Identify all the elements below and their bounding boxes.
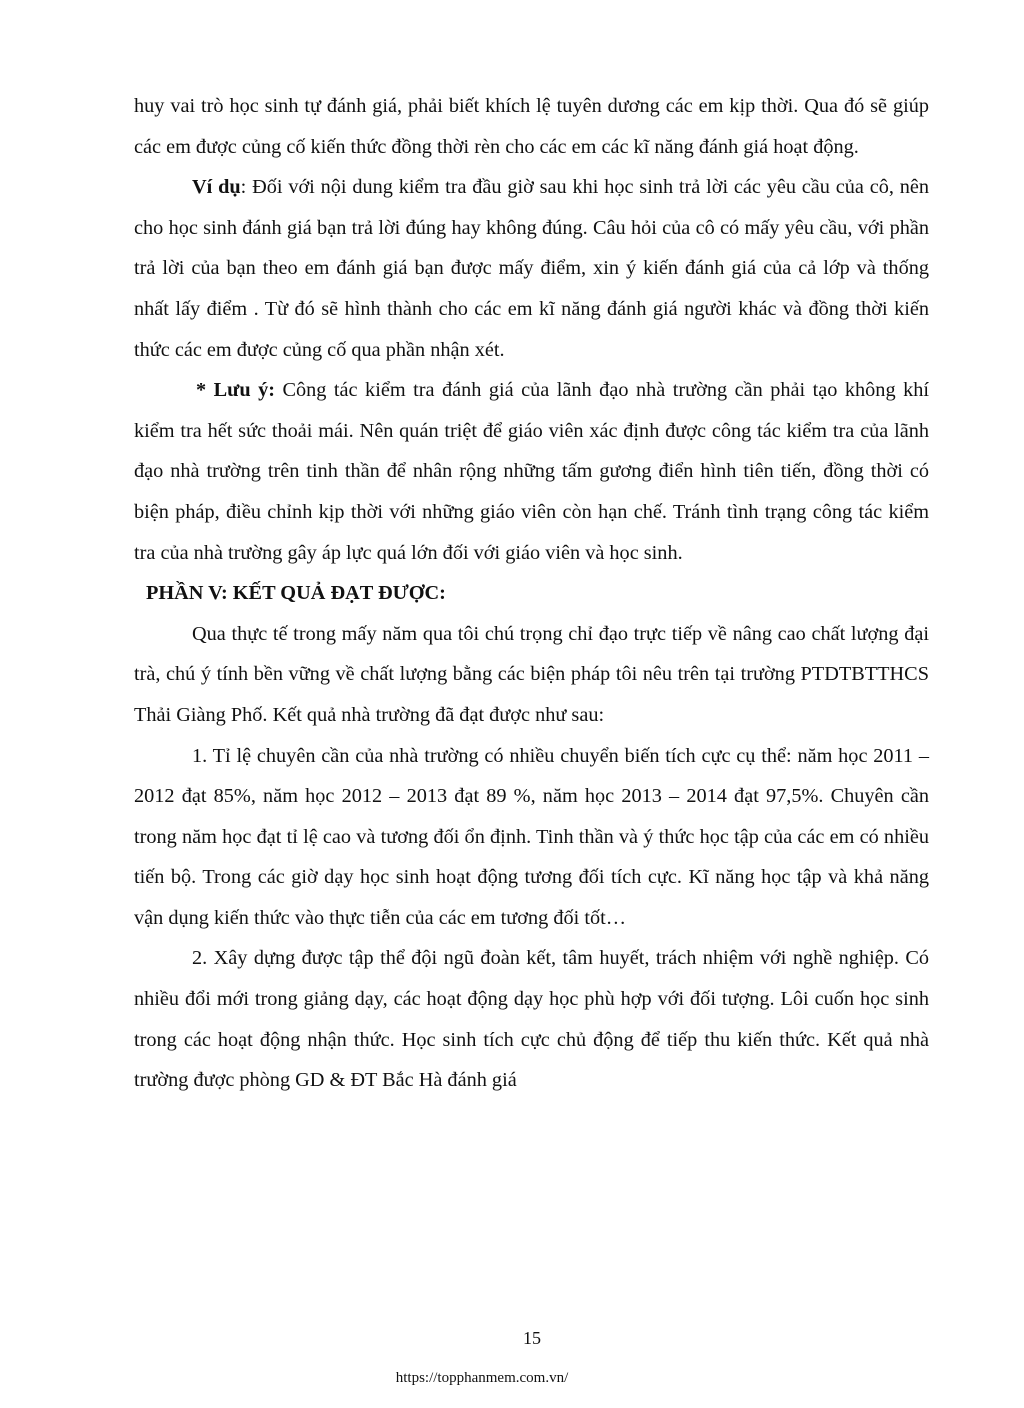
result-item-1: 1. Tỉ lệ chuyên cần của nhà trường có nhiều chuyển biến tích cực cụ thể: năm học 2011 – 2012 đạt 85%, năm học 2012 – 2013 đạt 89 %, năm học 2013 – 2014 đạt 97,5%. Chuyên cần trong năm học đạt tỉ lệ cao và tương đối ổn định. Tinh thần và ý thức học tập của các em có nhiều tiến bộ. Trong các giờ dạy học sinh hoạt động tương đối tích cực. Kĩ năng học tập và khả năng vận dụng kiến thức vào thực tiễn của các em tương đối tốt… <box>134 744 929 929</box>
page-number: 15 <box>523 1328 541 1348</box>
results-intro-paragraph: Qua thực tế trong mấy năm qua tôi chú trọng chỉ đạo trực tiếp về nâng cao chất lượng đại trà, chú ý tính bền vững về chất lượng bằng các biện pháp tôi nêu trên tại trường PTDTBTTHCS Thải Giàng Phố. Kết quả nhà trường đã đạt được như sau: <box>134 622 929 726</box>
footer-url: https://topphanmem.com.vn/ <box>395 1370 569 1386</box>
note-label: * Lưu ý: <box>196 379 275 402</box>
result-item-2: 2. Xây dựng được tập thể đội ngũ đoàn kết, tâm huyết, trách nhiệm với nghề nghiệp. Có nhiều đổi mới trong giảng dạy, các hoạt động dạy học phù hợp với đối tượng. Lôi cuốn học sinh trong các hoạt động nhận thức. Học sinh tích cực chủ động để tiếp thu kiến thức. Kết quả nhà trường được phòng GD & ĐT Bắc Hà đánh giá <box>134 947 929 1092</box>
section-heading: PHẦN V: KẾT QUẢ ĐẠT ĐƯỢC: <box>146 582 446 605</box>
note-text: Công tác kiểm tra đánh giá của lãnh đạo nhà trường cần phải tạo không khí kiểm tra hết sức thoải mái. Nên quán triệt để giáo viên xác định được công tác kiểm tra của lãnh đạo nhà trường trên tinh thần để nhân rộng những tấm gương điển hình tiên tiến, đồng thời có biện pháp, điều chỉnh kịp thời với những giáo viên còn hạn chế. Tránh tình trạng công tác kiểm tra của nhà trường gây áp lực quá lớn đối với giáo viên và học sinh. <box>134 379 929 564</box>
example-paragraph <box>134 167 929 370</box>
paragraph-continuation: huy vai trò học sinh tự đánh giá, phải biết khích lệ tuyên dương các em kịp thời. Qua đó sẽ giúp các em được củng cố kiến thức đồng thời rèn cho các em các kĩ năng đánh giá hoạt động. <box>134 95 929 158</box>
note-paragraph <box>134 370 929 573</box>
example-text: : Đối với nội dung kiểm tra đầu giờ sau khi học sinh trả lời các yêu cầu của cô, nên cho học sinh đánh giá bạn trả lời đúng hay không đúng. Câu hỏi của cô có mấy yêu cầu, với phần trả lời của bạn theo em đánh giá bạn được mấy điểm, xin ý kiến đánh giá của cả lớp và thống nhất lấy điểm . Từ đó sẽ hình thành cho các em kĩ năng đánh giá người khác và đồng thời kiến thức các em được củng cố qua phần nhận xét. <box>134 176 929 361</box>
document-body <box>134 86 929 1101</box>
example-label: Ví dụ <box>192 176 241 199</box>
